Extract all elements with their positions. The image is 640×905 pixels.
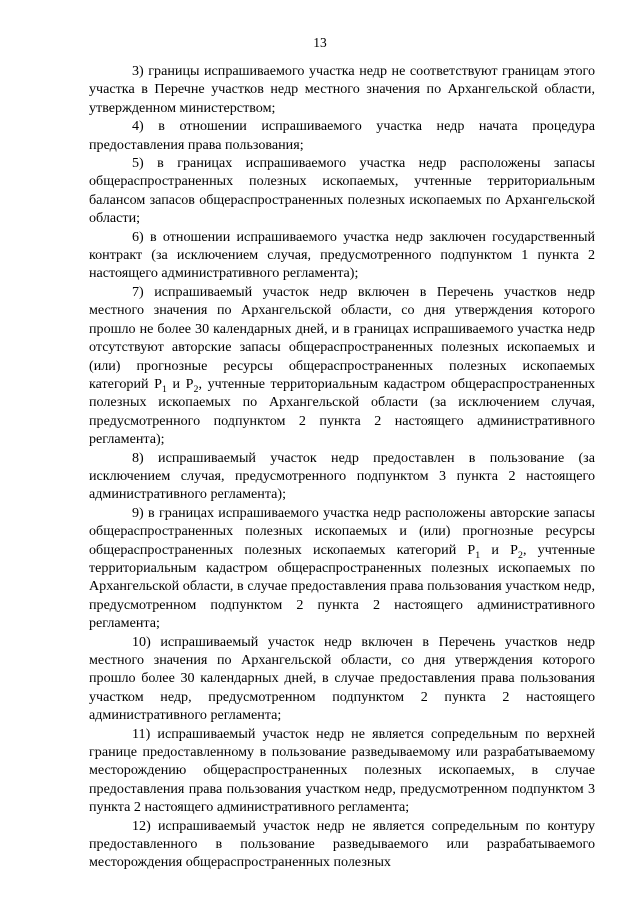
list-item-6: 6) в отношении испрашиваемого участка недр заключен государственный контракт (за исключением случая, предусмотренного подпунктом 1 пункта 2 настоящего административного регламента); xyxy=(89,228,595,282)
list-item-12: 12) испрашиваемый участок недр не является сопредельным по контуру предоставленного в пользование разведываемого или разрабатываемого месторождения общераспространенных полезных xyxy=(89,817,595,871)
list-item-10: 10) испрашиваемый участок недр включен в Перечень участков недр местного значения по Архангельской области, со дня утверждения которого прошло более 30 календарных дней, в случае предоставления права пользования участком недр, предусмотренном подпунктом 2 пункта 2 настоящего административного регламента; xyxy=(89,633,595,724)
list-item-4: 4) в отношении испрашиваемого участка недр начата процедура предоставления права пользования; xyxy=(89,118,595,153)
list-item-7: 7) испрашиваемый участок недр включен в Перечень участков недр местного значения по Архангельской области, со дня утверждения которого прошло не более 30 календарных дней, и в границах испрашиваемого участка недр отсутствуют авторские запасы общераспространенных полезных ископаемых и (или) прогнозные ресурсы общераспространенных полезных ископаемых категорий $P_1$ и $P_2$, учтенные территориальным кадастром общераспространенных полезных ископаемых по Архангельской области (за исключением случая, предусмотренного подпунктом 2 пункта 2 настоящего административного регламента); xyxy=(89,283,595,448)
list-item-11: 11) испрашиваемый участок недр не является сопредельным по верхней границе предоставленному в пользование разведываемому или разрабатываемому месторождению общераспространенных полезных ископаемых, в случае предоставления права пользования участком недр, предусмотренном подпунктом 3 пункта 2 настоящего административного регламента; xyxy=(89,725,595,816)
document-body xyxy=(89,62,595,872)
list-item-3: 3) границы испрашиваемого участка недр не соответствуют границам этого участка в Перечне участков недр местного значения по Архангельской области, утвержденном министерством; xyxy=(89,63,595,116)
list-item-9: 9) в границах испрашиваемого участка недр расположены авторские запасы общераспространенных полезных ископаемых и (или) прогнозные ресурсы общераспространенных полезных ископаемых категорий $P_1$ и $P_2$, учтенные территориальным кадастром общераспространенных полезных ископаемых по Архангельской области, в случае предоставления права пользования участком недр, предусмотренном подпунктом 2 пункта 2 настоящего административного регламента; xyxy=(89,504,596,632)
page-number: 13 xyxy=(313,35,327,50)
list-item-8: 8) испрашиваемый участок недр предоставлен в пользование (за исключением случая, предусмотренного подпунктом 3 пункта 2 настоящего административного регламента); xyxy=(89,449,595,503)
list-item-5: 5) в границах испрашиваемого участка недр расположены запасы общераспространенных полезных ископаемых, учтенные территориальным балансом запасов общераспространенных полезных ископаемых по Архангельской области; xyxy=(89,155,595,227)
